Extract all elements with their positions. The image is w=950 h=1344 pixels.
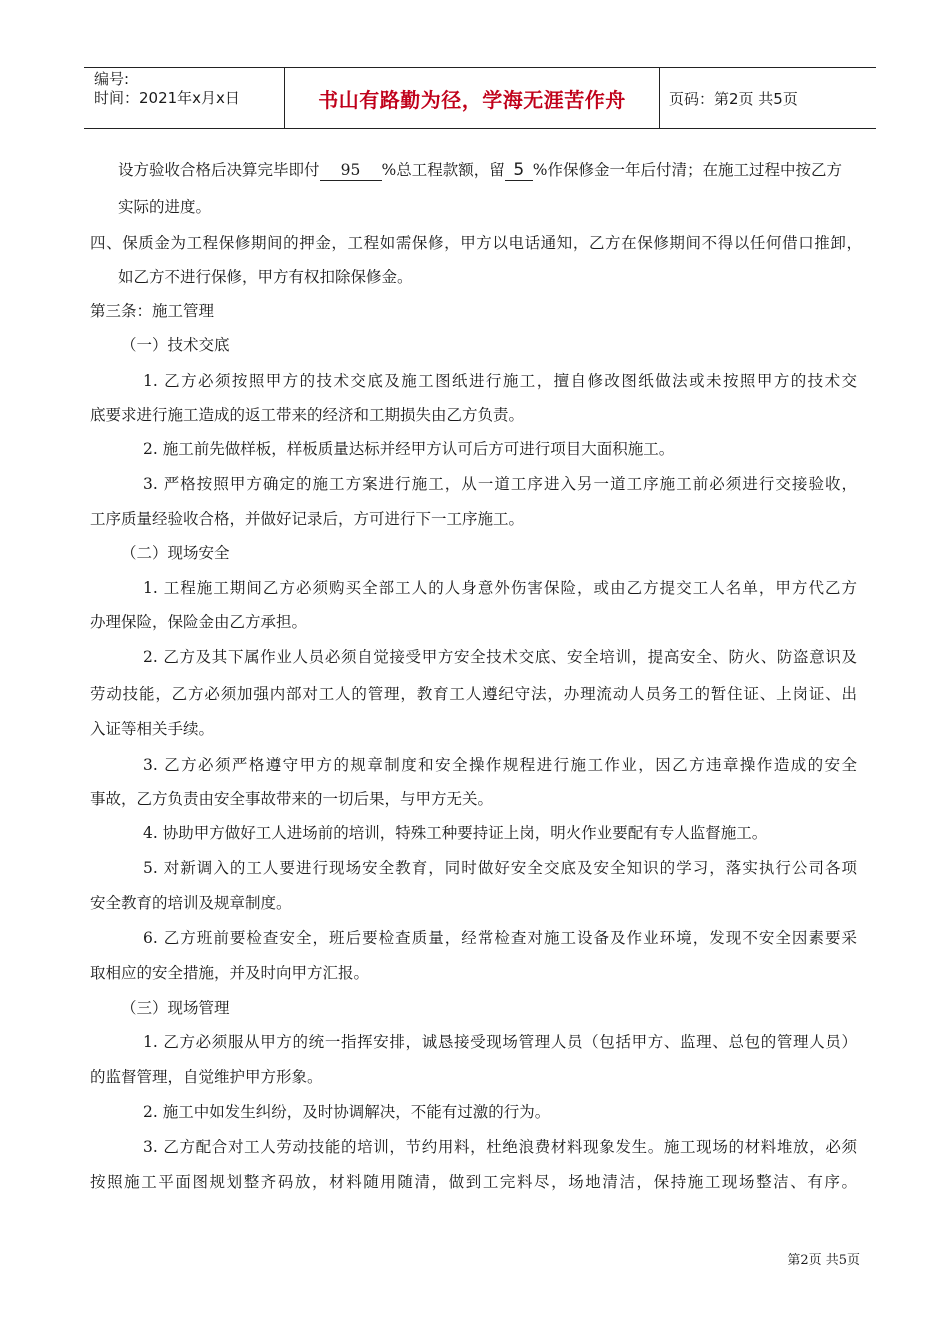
subsection-heading: （三）现场管理 <box>121 999 230 1017</box>
body-line: 1. 乙方必须按照甲方的技术交底及施工图纸进行施工，擅自修改图纸做法或未按照甲方的技术交 <box>143 372 857 390</box>
body-line: 3. 严格按照甲方确定的施工方案进行施工，从一道工序进入另一道工序施工前必须进行交接验收， <box>143 475 858 493</box>
header-meta <box>84 68 285 128</box>
body-line: 底要求进行施工造成的返工带来的经济和工期损失由乙方负责。 <box>90 406 525 424</box>
retention-percent-field: 5 <box>505 160 533 181</box>
body-line: 如乙方不进行保修，甲方有权扣除保修金。 <box>118 268 413 286</box>
body-line: 安全教育的培训及规章制度。 <box>90 894 292 912</box>
body-line: 实际的进度。 <box>118 198 212 216</box>
body-line: 办理保险，保险金由乙方承担。 <box>90 613 308 631</box>
header-motto: 书山有路勤为径，学海无涯苦作舟 <box>285 68 660 128</box>
payment-percent-field: 95 <box>320 160 382 181</box>
body-line: 2. 乙方及其下属作业人员必须自觉接受甲方安全技术交底、安全培训，提高安全、防火、防盗意识及 <box>143 648 857 666</box>
body-line: 事故，乙方负责由安全事故带来的一切后果，与甲方无关。 <box>90 790 494 808</box>
body-line: 2. 施工前先做样板，样板质量达标并经甲方认可后方可进行项目大面积施工。 <box>143 440 675 458</box>
body-line <box>118 160 842 181</box>
document-number-label: 编号: <box>94 70 130 88</box>
footer-page-number: 第2页 共5页 <box>787 1253 860 1268</box>
header-page-number: 页码：第2页 共5页 <box>669 89 798 108</box>
body-line: 的监督管理，自觉维护甲方形象。 <box>90 1068 323 1086</box>
body-line: 劳动技能，乙方必须加强内部对工人的管理，教育工人遵纪守法，办理流动人员务工的暂住证、上岗证、出 <box>90 685 857 703</box>
body-line: 2. 施工中如发生纠纷，及时协调解决，不能有过激的行为。 <box>143 1103 551 1121</box>
body-line: 4. 协助甲方做好工人进场前的培训，特殊工种要持证上岗，明火作业要配有专人监督施工。 <box>143 824 768 842</box>
body-text: 设方验收合格后决算完毕即付 <box>118 161 320 179</box>
body-line: 3. 乙方必须严格遵守甲方的规章制度和安全操作规程进行施工作业，因乙方违章操作造成的安全 <box>143 756 857 774</box>
body-line: 按照施工平面图规划整齐码放，材料随用随清，做到工完料尽，场地清洁，保持施工现场整洁、有序。 <box>90 1173 857 1191</box>
body-line: 入证等相关手续。 <box>90 720 215 738</box>
subsection-heading: （一）技术交底 <box>121 336 230 354</box>
page-header <box>84 67 876 129</box>
body-line: 3. 乙方配合对工人劳动技能的培训，节约用料，杜绝浪费材料现象发生。施工现场的材料堆放，必须 <box>143 1138 857 1156</box>
section-heading: 第三条：施工管理 <box>90 302 215 320</box>
body-line: 1. 工程施工期间乙方必须购买全部工人的人身意外伤害保险，或由乙方提交工人名单，甲方代乙方 <box>143 579 858 597</box>
body-text: %总工程款额，留 <box>381 161 505 179</box>
body-line: 6. 乙方班前要检查安全，班后要检查质量，经常检查对施工设备及作业环境，发现不安全因素要采 <box>143 929 858 947</box>
subsection-heading: （二）现场安全 <box>121 544 230 562</box>
body-line: 5. 对新调入的工人要进行现场安全教育，同时做好安全交底及安全知识的学习，落实执行公司各项 <box>143 859 858 877</box>
body-line: 四、保质金为工程保修期间的押金，工程如需保修，甲方以电话通知，乙方在保修期间不得以任何借口推卸， <box>90 234 862 252</box>
body-line: 1. 乙方必须服从甲方的统一指挥安排，诚恳接受现场管理人员（包括甲方、监理、总包的管理人员） <box>143 1033 857 1051</box>
body-line: 工序质量经验收合格，并做好记录后，方可进行下一工序施工。 <box>90 510 525 528</box>
body-line: 取相应的安全措施，并及时向甲方汇报。 <box>90 964 370 982</box>
document-date-label: 时间：2021年x月x日 <box>94 89 240 107</box>
body-text: %作保修金一年后付清；在施工过程中按乙方 <box>532 161 842 179</box>
